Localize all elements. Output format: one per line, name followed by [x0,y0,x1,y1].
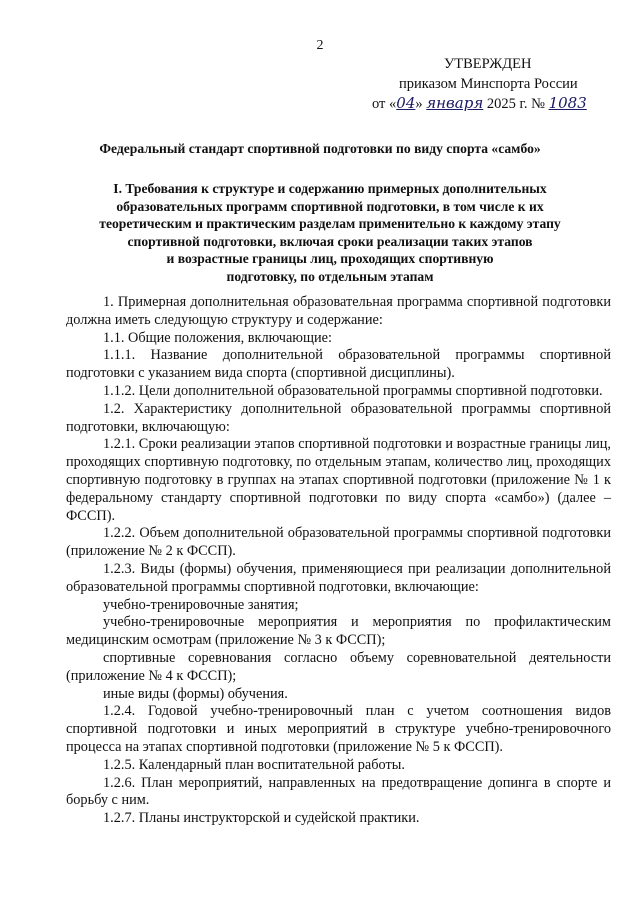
section-heading-line: образовательных программ спортивной подготовки, в том числе к их [116,198,544,214]
paragraph-1-2: 1.2. Характеристику дополнительной образовательной программы спортивной подготовки, включающую: [66,400,611,435]
list-item: учебно-тренировочные мероприятия и мероприятия по профилактическим медицинским осмотрам (приложение № 3 к ФССП); [66,614,611,649]
list-item: учебно-тренировочные занятия; [103,596,299,613]
section-heading-line: спортивной подготовки, включая сроки реализации таких этапов [127,233,533,249]
document-title: Федеральный стандарт спортивной подготовки по виду спорта «самбо» [99,141,541,156]
document-body [66,294,611,828]
approval-title: УТВЕРЖДЕН [444,56,532,72]
list-item: спортивные соревнования согласно объему соревновательной деятельности (приложение № 4 к ФССП); [66,649,611,684]
list-item: иные виды (формы) обучения. [103,685,288,702]
section-heading-line: подготовку, по отдельным этапам [226,268,434,284]
paragraph-1-1-1: 1.1.1. Название дополнительной образовательной программы спортивной подготовки с указанием вида спорта (спортивной дисциплины). [66,347,611,382]
date-year: 2025 г. № [486,96,545,112]
paragraph-1-2-5: 1.2.5. Календарный план воспитательной работы. [103,756,405,773]
paragraph-1-2-6: 1.2.6. План мероприятий, направленных на предотвращение допинга в спорте и борьбу с ним. [66,774,611,809]
page-number: 2 [316,38,324,53]
handwritten-day: 04 [396,94,416,112]
paragraph-1-2-2: 1.2.2. Объем дополнительной образовательной программы спортивной подготовки (приложение № 2 к ФССП). [66,525,611,560]
date-prefix: от « [372,96,397,112]
section-heading-line: и возрастные границы лиц, проходящих спортивную [166,251,494,267]
date-mid: » [415,96,423,112]
paragraph-1-1: 1.1. Общие положения, включающие: [103,329,332,346]
paragraph-1-1-2: 1.1.2. Цели дополнительной образовательной программы спортивной подготовки. [103,382,603,399]
approval-stamp [0,56,640,112]
paragraph-1-2-3: 1.2.3. Виды (формы) обучения, применяющиеся при реализации дополнительной образовательной программы спортивной подготовки, включающие: [66,560,611,595]
section-heading-line: I. Требования к структуре и содержанию примерных дополнительных [113,181,547,196]
paragraph-1-2-7: 1.2.7. Планы инструкторской и судейской практики. [103,810,420,827]
paragraph-1-2-1: 1.2.1. Сроки реализации этапов спортивной подготовки и возрастные границы лиц, проходящих спортивную подготовку, по отдельным этапам, количество лиц, проходящих спортивную подготовку в группах на этапах спортивной подготовки (приложение № 1 к федеральному стандарту спортивной подготовки по виду спорта «самбо») (далее – ФССП). [66,436,611,524]
handwritten-order-number: 1083 [548,94,587,112]
section-heading-line: теоретическим и практическим разделам применительно к каждому этапу [99,216,561,232]
section-heading [70,180,590,286]
paragraph-1-2-4: 1.2.4. Годовой учебно-тренировочный план с учетом соотношения видов спортивной подготовки и иных мероприятий в структуре учебно-тренировочного процесса на этапах спортивной подготовки (приложение № 5 к ФССП). [66,703,611,755]
paragraph-1: 1. Примерная дополнительная образовательная программа спортивной подготовки должна иметь следующую структуру и содержание: [66,294,611,328]
approval-date-line [372,94,587,113]
approval-order: приказом Минспорта России [399,76,578,92]
handwritten-month: января [426,94,484,112]
